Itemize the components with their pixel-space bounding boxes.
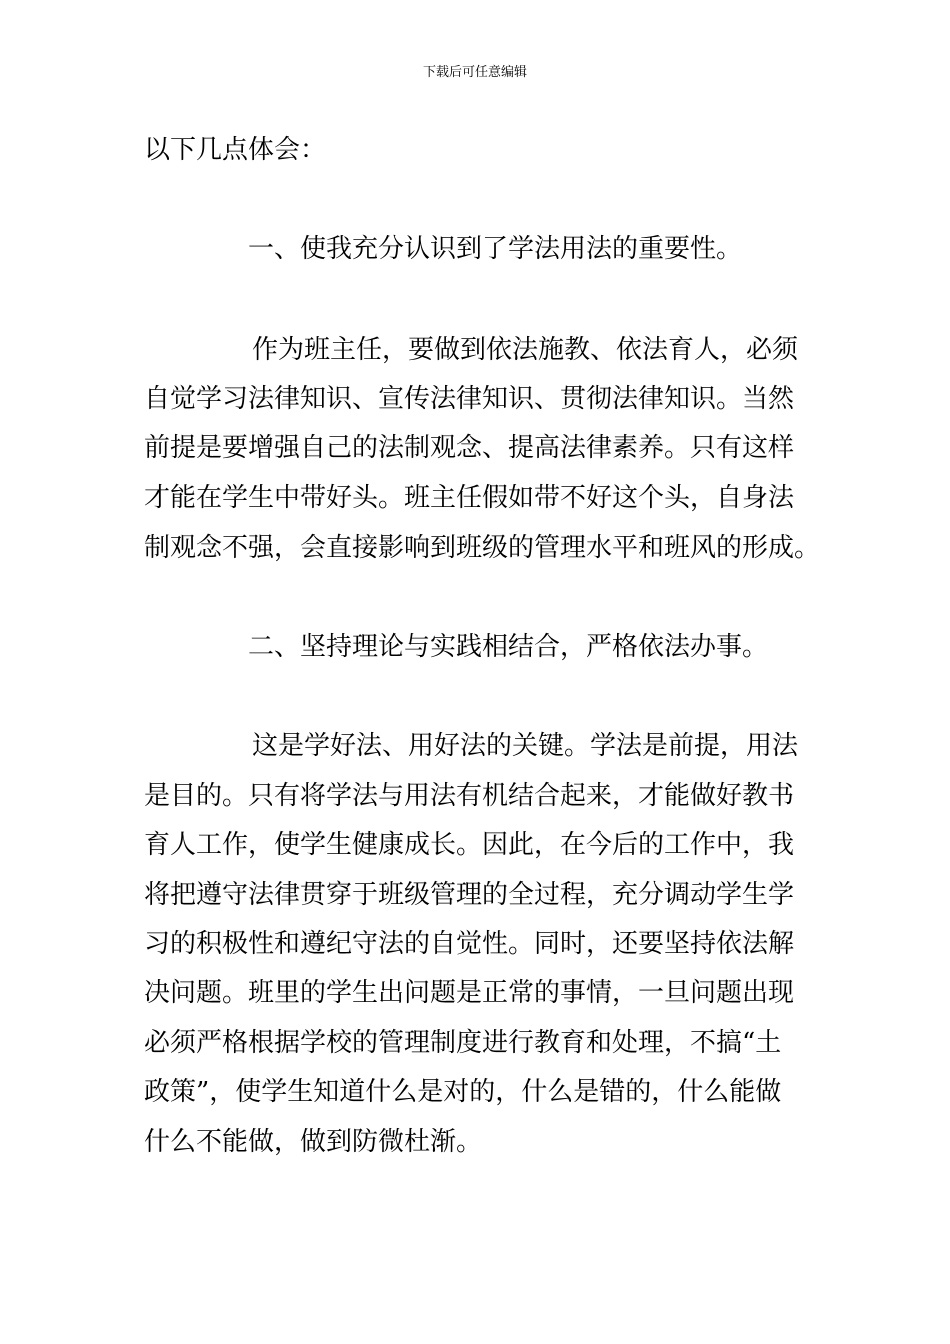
intro-line: 以下几点体会： — [144, 135, 327, 165]
paragraph-2-line-6: 决问题。班里的学生出问题是正常的事情，一旦问题出现 — [144, 978, 795, 1008]
paragraph-2-line-8: 政策”，使学生知道什么是对的，什么是错的，什么能做 — [144, 1077, 782, 1107]
paragraph-2-line-2: 是目的。只有将学法与用法有机结合起来，才能做好教书 — [144, 781, 795, 811]
paragraph-2-line-9: 什么不能做，做到防微杜渐。 — [144, 1127, 483, 1157]
paragraph-1-line-4: 才能在学生中带好头。班主任假如带不好这个头，自身法 — [144, 483, 795, 513]
paragraph-1-line-1: 作为班主任，要做到依法施教、依法育人，必须 — [252, 335, 799, 365]
header-note: 下载后可任意编辑 — [422, 65, 527, 80]
paragraph-2-line-5: 习的积极性和遵纪守法的自觉性。同时，还要坚持依法解 — [144, 929, 795, 959]
section-heading-1: 一、使我充分认识到了学法用法的重要性。 — [248, 234, 743, 264]
paragraph-1-line-5: 制观念不强，会直接影响到班级的管理水平和班风的形成。 — [144, 533, 821, 563]
section-heading-2: 二、坚持理论与实践相结合，严格依法办事。 — [248, 632, 769, 662]
paragraph-2-line-4: 将把遵守法律贯穿于班级管理的全过程，充分调动学生学 — [144, 880, 795, 910]
paragraph-1-line-2: 自觉学习法律知识、宣传法律知识、贯彻法律知识。当然 — [144, 384, 795, 414]
paragraph-2-line-1: 这是学好法、用好法的关键。学法是前提，用法 — [252, 731, 799, 761]
paragraph-1-line-3: 前提是要增强自己的法制观念、提高法律素养。只有这样 — [144, 433, 795, 463]
paragraph-2-line-3: 育人工作，使学生健康成长。因此，在今后的工作中，我 — [144, 830, 795, 860]
paragraph-2-line-7: 必须严格根据学校的管理制度进行教育和处理，不搞“土 — [144, 1028, 782, 1058]
